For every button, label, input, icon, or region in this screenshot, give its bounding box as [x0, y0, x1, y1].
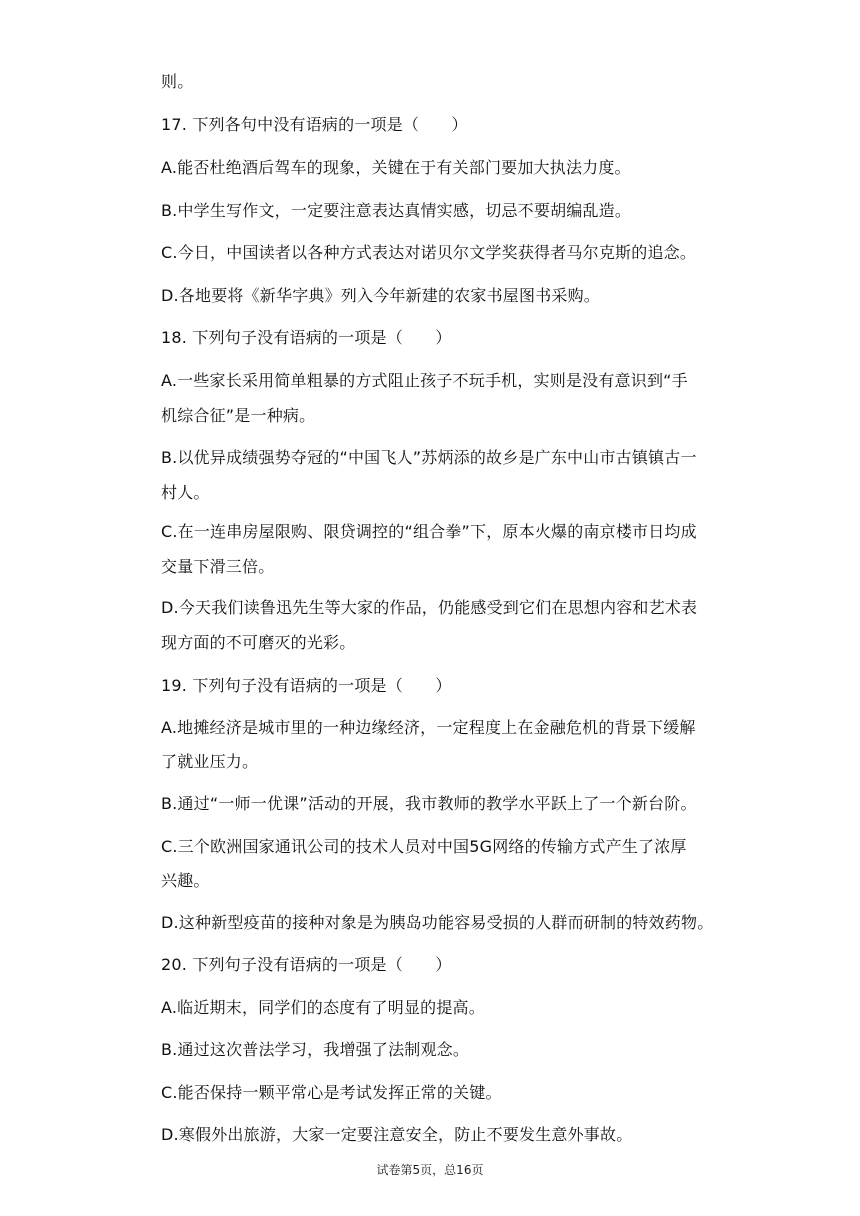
question-17-stem: 17. 下列各句中没有语病的一项是（ ） [161, 115, 468, 134]
question-18-option-a-line2: 机综合征”是一种病。 [161, 406, 316, 425]
question-17-option-d: D.各地要将《新华字典》列入今年新建的农家书屋图书采购。 [161, 286, 601, 305]
question-18-option-d-line1: D.今天我们读鲁迅先生等大家的作品，仍能感受到它们在思想内容和艺术表 [161, 598, 698, 617]
question-20-option-c: C.能否保持一颗平常心是考试发挥正常的关键。 [161, 1083, 502, 1102]
question-18-option-c-line1: C.在一连串房屋限购、限贷调控的“组合拳”下，原本火爆的南京楼市日均成 [161, 522, 697, 541]
question-19-option-a-line2: 了就业压力。 [161, 752, 259, 771]
question-19-stem: 19. 下列句子没有语病的一项是（ ） [161, 676, 452, 695]
question-17-option-c: C.今日，中国读者以各种方式表达对诺贝尔文学奖获得者马尔克斯的追念。 [161, 243, 697, 262]
question-17-option-a: A.能否杜绝酒后驾车的现象，关键在于有关部门要加大执法力度。 [161, 158, 631, 177]
question-19-option-b: B.通过“一师一优课”活动的开展，我市教师的教学水平跃上了一个新台阶。 [161, 794, 697, 813]
question-20-option-b: B.通过这次普法学习，我增强了法制观念。 [161, 1040, 470, 1059]
page-footer: 试卷第5页，总16页 [376, 1163, 484, 1177]
question-19-option-c-line2: 兴趣。 [161, 871, 210, 890]
question-17-option-b: B.中学生写作文，一定要注意表达真情实感，切忌不要胡编乱造。 [161, 201, 632, 220]
question-20-stem: 20. 下列句子没有语病的一项是（ ） [161, 955, 452, 974]
question-18-option-c-line2: 交量下滑三倍。 [161, 557, 275, 576]
question-19-option-a-line1: A.地摊经济是城市里的一种边缘经济，一定程度上在金融危机的背景下缓解 [161, 718, 696, 737]
question-18-stem: 18. 下列句子没有语病的一项是（ ） [161, 328, 452, 347]
question-18-option-a-line1: A.一些家长采用简单粗暴的方式阻止孩子不玩手机，实则是没有意识到“手 [161, 371, 688, 390]
question-18-option-b-line2: 村人。 [161, 483, 210, 502]
question-19-option-c-line1: C.三个欧洲国家通讯公司的技术人员对中国5G网络的传输方式产生了浓厚 [161, 837, 687, 856]
question-19-option-d: D.这种新型疫苗的接种对象是为胰岛功能容易受损的人群而研制的特效药物。 [161, 913, 714, 932]
question-20-option-a: A.临近期末，同学们的态度有了明显的提高。 [161, 998, 485, 1017]
continuation-text: 则。 [161, 72, 194, 91]
question-20-option-d: D.寒假外出旅游，大家一定要注意安全，防止不要发生意外事故。 [161, 1125, 633, 1144]
question-18-option-d-line2: 现方面的不可磨灭的光彩。 [161, 633, 356, 652]
question-18-option-b-line1: B.以优异成绩强势夺冠的“中国飞人”苏炳添的故乡是广东中山市古镇镇古一 [161, 448, 697, 467]
